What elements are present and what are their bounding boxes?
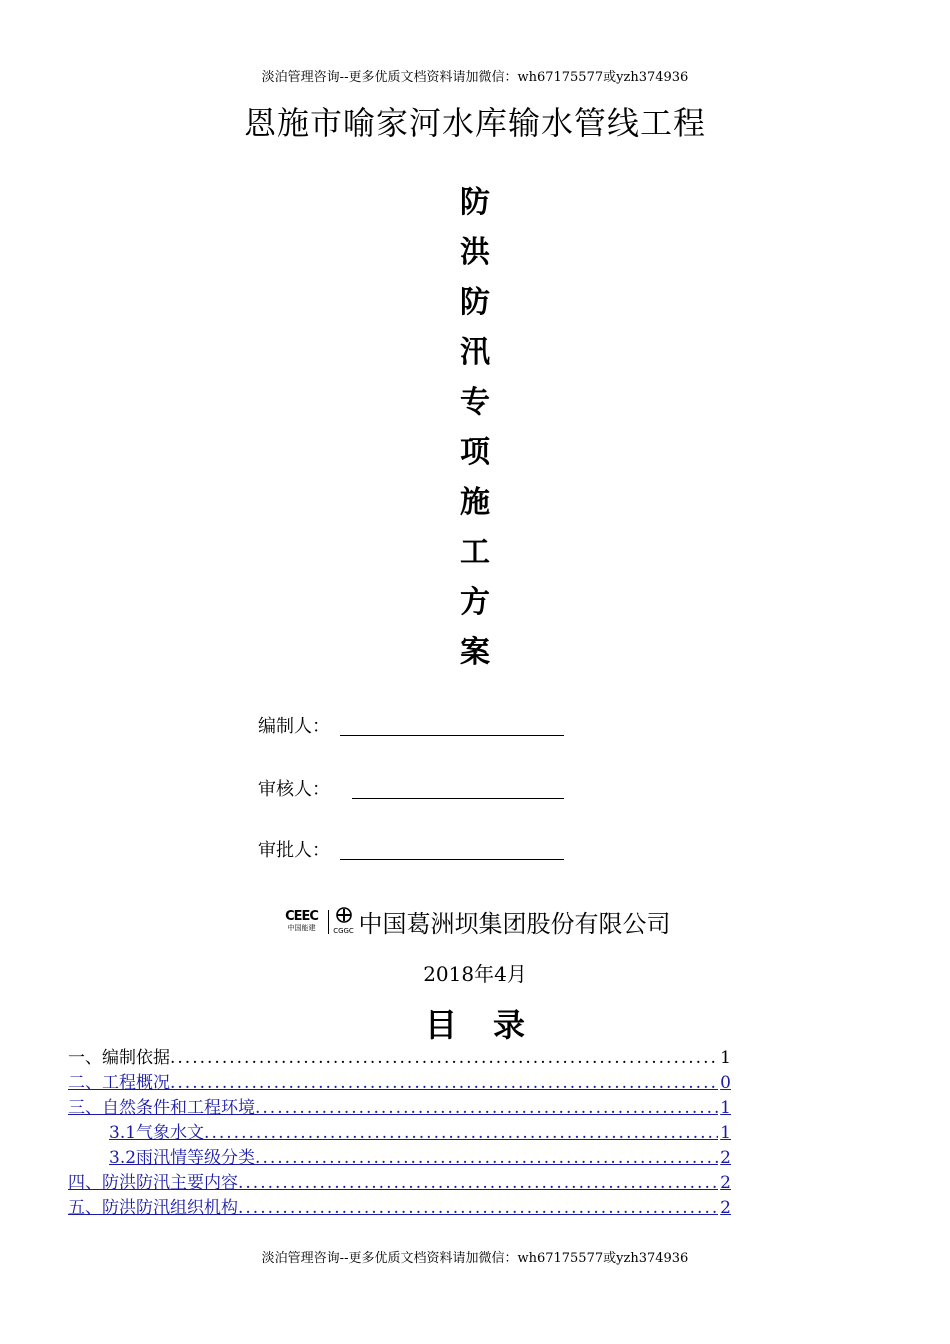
toc-entry-page: 2 — [720, 1173, 731, 1193]
logo-divider — [328, 910, 329, 934]
cggc-logo-subtext: CGGC — [333, 927, 354, 935]
ceec-logo-mark: CEEC — [285, 909, 318, 924]
toc-title-char: 录 — [493, 1006, 526, 1044]
reviewer-signature-row — [258, 771, 564, 801]
title-char: 防 — [460, 285, 490, 320]
toc-entry-label: 二、工程概况 — [68, 1073, 170, 1093]
approver-label: 审批人： — [258, 840, 330, 861]
toc-leader-dots — [238, 1196, 718, 1221]
toc-title-char: 目 — [424, 1006, 457, 1044]
compiler-signature-line[interactable] — [340, 713, 564, 736]
table-of-contents — [68, 1046, 731, 1221]
toc-leader-dots — [255, 1096, 718, 1121]
toc-entry[interactable] — [68, 1171, 731, 1196]
company-logo — [280, 907, 355, 936]
toc-title — [0, 1000, 950, 1046]
approver-signature-line[interactable] — [340, 837, 564, 860]
toc-entry-page: 2 — [720, 1148, 731, 1168]
reviewer-signature-line[interactable] — [352, 776, 564, 799]
toc-entry-label: 一、编制依据 — [68, 1048, 170, 1068]
toc-entry[interactable] — [68, 1121, 731, 1146]
toc-entry[interactable] — [68, 1196, 731, 1221]
title-char: 方 — [460, 585, 490, 620]
document-date: 2018年4月 — [423, 962, 527, 986]
toc-leader-dots — [255, 1146, 718, 1171]
compiler-label: 编制人： — [258, 716, 330, 737]
toc-leader-dots — [170, 1046, 718, 1071]
cggc-emblem-icon — [333, 907, 355, 927]
toc-entry-label: 五、防洪防汛组织机构 — [68, 1198, 238, 1218]
cggc-logo-icon — [333, 907, 355, 936]
project-title: 恩施市喻家河水库输水管线工程 — [243, 104, 706, 142]
toc-entry-label: 3.2雨汛情等级分类 — [109, 1148, 256, 1168]
toc-leader-dots — [204, 1121, 718, 1146]
toc-leader-dots — [238, 1171, 718, 1196]
title-char: 工 — [460, 535, 490, 570]
company-row — [0, 904, 950, 939]
ceec-logo-subtext: 中国能建 — [287, 924, 316, 932]
title-char: 汛 — [460, 335, 490, 370]
toc-entry-page: 1 — [720, 1123, 731, 1143]
toc-leader-dots — [170, 1071, 718, 1096]
toc-entry[interactable] — [68, 1046, 731, 1071]
toc-entry[interactable] — [68, 1146, 731, 1171]
toc-entry-label: 3.1气象水文 — [109, 1123, 205, 1143]
toc-entry-page: 1 — [720, 1098, 731, 1118]
toc-entry-page: 2 — [720, 1198, 731, 1218]
title-char: 案 — [460, 635, 490, 670]
company-name: 中国葛洲坝集团股份有限公司 — [358, 910, 671, 938]
toc-entry-label: 四、防洪防汛主要内容 — [68, 1173, 238, 1193]
ceec-logo-icon — [280, 910, 324, 933]
title-char: 洪 — [460, 235, 490, 270]
title-char: 防 — [460, 185, 490, 220]
title-char: 项 — [460, 435, 490, 470]
toc-entry-page: 0 — [720, 1073, 731, 1093]
reviewer-label: 审核人： — [258, 779, 330, 800]
approver-signature-row — [258, 832, 564, 862]
toc-entry[interactable] — [68, 1071, 731, 1096]
title-char: 专 — [460, 385, 490, 420]
toc-entry-label: 三、自然条件和工程环境 — [68, 1098, 255, 1118]
toc-entry[interactable] — [68, 1096, 731, 1121]
document-title — [445, 178, 505, 678]
title-char: 施 — [460, 485, 490, 520]
footer-note: 淡泊管理咨询--更多优质文档资料请加微信：wh67175577或yzh374936 — [261, 1251, 689, 1266]
compiler-signature-row — [258, 708, 564, 738]
toc-entry-page: 1 — [720, 1048, 731, 1068]
header-note: 淡泊管理咨询--更多优质文档资料请加微信：wh67175577或yzh374936 — [261, 70, 689, 85]
